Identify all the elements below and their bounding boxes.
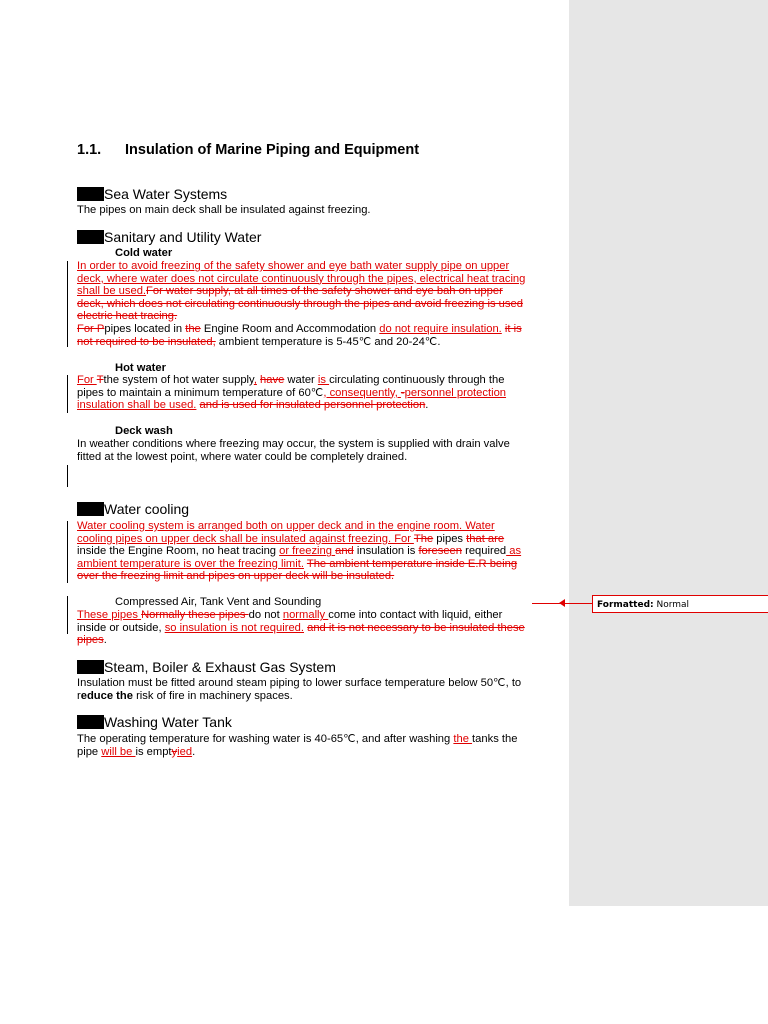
hot-water-label: Hot water — [115, 362, 166, 374]
comment-connector — [565, 603, 592, 604]
markup-pane — [569, 0, 768, 906]
change-bar — [67, 261, 68, 347]
formatting-comment-balloon[interactable] — [592, 595, 768, 613]
section-heading — [77, 142, 419, 158]
comment-label: Formatted: — [597, 600, 654, 610]
hot-water-text: For Tthe system of hot water supply, have water is circulating continuously through the pipes to maintain a minimum temperature of 60℃, consequently, -personnel protection insulation shall be used. and is used for insulated personnel protection. — [77, 374, 507, 412]
redaction-block — [77, 230, 104, 244]
redaction-block — [77, 715, 104, 729]
steam-text: Insulation must be fitted around steam piping to lower surface temperature below 50℃, to reduce the risk of fire in machinery spaces. — [77, 677, 522, 702]
compressed-air-text: These pipes Normally these pipes do not normally come into contact with liquid, either inside or outside, so insulation is not required. and it is not necessary to be insulated these pipes. — [77, 609, 525, 647]
change-bar — [67, 465, 68, 487]
heading-washing: Washing Water Tank — [77, 714, 232, 730]
heading-steam: Steam, Boiler & Exhaust Gas System — [77, 659, 336, 675]
water-cooling-text: Water cooling system is arranged both on upper deck and in the engine room. Water cooling pipes on upper deck shall be insulated against freezing. For The pipes that are inside the Engine Room, no heat tracing or freezing and insulation is foreseen required as ambient temperature is over the freezing limit. The ambient temperature inside E.R being over the freezing limit and pipes on upper deck will be insulated. — [77, 520, 522, 583]
cold-water-text: In order to avoid freezing of the safety shower and eye bath water supply pipe on upper deck, where water does not circulate continuously through the pipes, electrical heat tracing shall be used.For water supply, at all times of the safety shower and eye bah on upper deck, which does not circulating continuously through the pipes and avoid freezing is used electric heat tracing. For Ppipes located in the Engine Room and Accommodation do not require insulation. it is not required to be insulated, ambient temperature is 5-45℃ and 20-24℃. — [77, 260, 526, 348]
washing-text: The operating temperature for washing water is 40-65℃, and after washing the tanks the pipe will be is emptyied. — [77, 733, 518, 758]
sea-water-text: The pipes on main deck shall be insulated against freezing. — [77, 204, 371, 216]
heading-sanitary: Sanitary and Utility Water — [77, 229, 261, 245]
heading-water-cooling: Water cooling — [77, 501, 189, 517]
redaction-block — [77, 502, 104, 516]
compressed-air-label: Compressed Air, Tank Vent and Sounding — [115, 596, 322, 608]
heading-sea-water: Sea Water Systems — [77, 186, 227, 202]
deck-wash-label: Deck wash — [115, 425, 173, 437]
change-bar — [67, 596, 68, 634]
deck-wash-text: In weather conditions where freezing may occur, the system is supplied with drain valve fitted at the lowest point, where water could be completely drained. — [77, 438, 510, 463]
redaction-block — [77, 660, 104, 674]
redaction-block — [77, 187, 104, 201]
change-bar — [67, 521, 68, 583]
change-bar — [67, 375, 68, 413]
section-number: 1.1. — [77, 142, 102, 158]
cold-water-label: Cold water — [115, 247, 173, 259]
comment-value: Normal — [653, 600, 690, 610]
section-title: Insulation of Marine Piping and Equipment — [125, 142, 420, 158]
